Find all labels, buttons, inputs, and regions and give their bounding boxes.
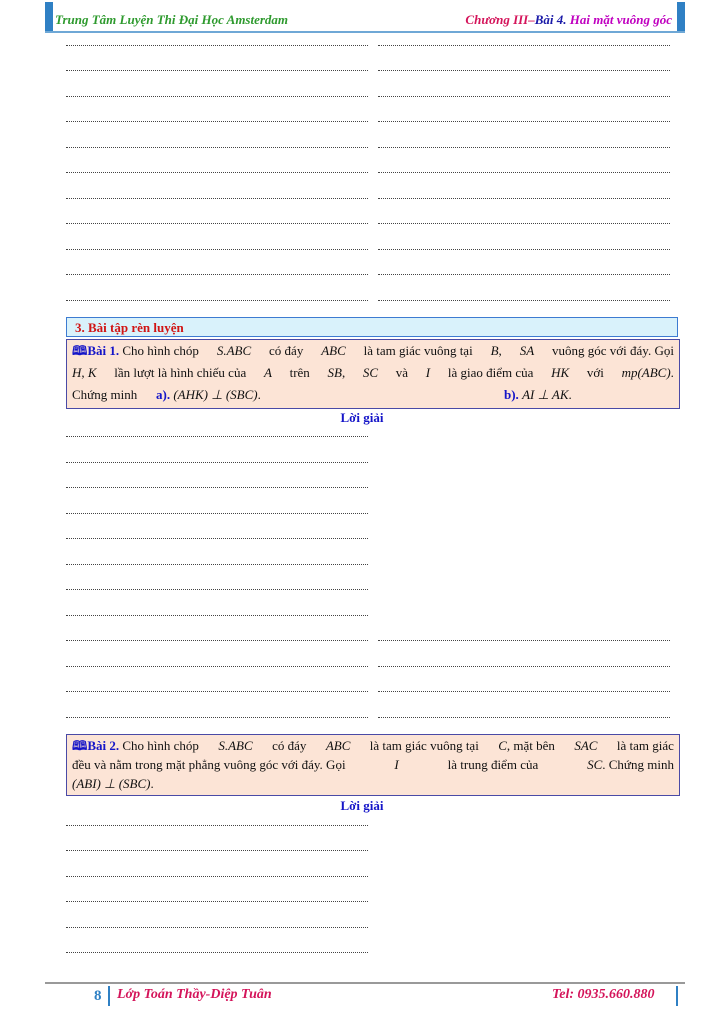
text: là tam giác vuông tại	[369, 738, 479, 753]
answer-line	[66, 96, 368, 97]
text: . Chứng minh	[602, 757, 674, 772]
answer-line	[66, 70, 368, 71]
ex2-line-1	[72, 736, 674, 755]
page-number: 8	[94, 988, 102, 1004]
answer-line	[66, 589, 368, 590]
answer-line	[66, 901, 368, 902]
part-b-label: b).	[504, 387, 519, 402]
text: Cho hình chóp	[122, 343, 199, 358]
answer-line	[66, 45, 368, 46]
math: HK	[551, 365, 570, 380]
answer-line	[66, 615, 368, 616]
answer-line	[378, 691, 670, 692]
text: là trung điểm của	[447, 757, 539, 772]
answer-line	[378, 96, 670, 97]
ex2-expr: (ABI) ⊥ (SBC)	[72, 776, 151, 791]
ex1-label: Bài 1.	[87, 343, 120, 358]
answer-line	[66, 172, 368, 173]
header-bar-right	[677, 2, 685, 32]
text: .	[257, 387, 261, 402]
footer-separator	[676, 986, 678, 1006]
header-school: Trung Tâm Luyện Thi Đại Học Amsterdam	[55, 12, 289, 27]
footer-phone: Tel: 0935.660.880	[552, 987, 655, 1002]
ex1-line-2	[72, 362, 674, 384]
text: Cho hình chóp	[122, 738, 199, 753]
answer-line	[378, 640, 670, 641]
answer-line	[66, 249, 368, 250]
exercise-1-box	[66, 339, 680, 409]
answer-line	[378, 45, 670, 46]
ex1-line-1	[72, 340, 674, 362]
math: ABC	[321, 343, 346, 358]
footer-separator	[108, 986, 110, 1006]
math: SC	[587, 757, 603, 772]
part-b-expr: AI ⊥ AK	[522, 387, 569, 402]
math: I	[425, 365, 431, 380]
answer-line	[66, 952, 368, 953]
solution-label-1: Lời giải	[340, 410, 384, 425]
answer-line	[66, 487, 368, 488]
answer-line	[66, 825, 368, 826]
text: ,	[81, 365, 85, 380]
answer-line	[378, 172, 670, 173]
answer-line	[66, 223, 368, 224]
answer-line	[66, 436, 368, 437]
header-rule	[45, 31, 685, 33]
answer-line	[66, 147, 368, 148]
math: mp(ABC)	[621, 365, 671, 380]
header-dash: –	[528, 12, 535, 27]
section-title: 3. Bài tập rèn luyện	[66, 317, 678, 337]
answer-line	[66, 198, 368, 199]
text: , mặt bên	[506, 738, 555, 753]
header-chapter: Chương III	[465, 12, 529, 27]
math: S.ABC	[218, 738, 253, 753]
answer-line	[66, 717, 368, 718]
text: ,	[341, 365, 346, 380]
text: vuông góc với đáy. Gọi	[552, 343, 674, 358]
answer-line	[66, 538, 368, 539]
text: Chứng minh	[72, 387, 138, 402]
answer-line	[378, 223, 670, 224]
text: có đáy	[269, 343, 304, 358]
math: B	[490, 343, 499, 358]
answer-line	[66, 927, 368, 928]
answer-line	[66, 850, 368, 851]
header-lesson: Bài 4.	[534, 12, 567, 27]
ex2-line-2	[72, 755, 674, 774]
math: S.ABC	[216, 343, 252, 358]
exercise-2-box	[66, 734, 680, 796]
answer-line	[378, 147, 670, 148]
math: SAC	[574, 738, 598, 753]
solution-label-2: Lời giải	[340, 798, 384, 813]
ex2-line-3	[72, 774, 674, 793]
math: SA	[519, 343, 535, 358]
open-book-icon: 🕮	[72, 343, 88, 358]
text: là giao điểm của	[447, 365, 534, 380]
answer-line	[378, 198, 670, 199]
text: đều và nằm trong mặt phẳng vuông góc với đáy. Gọi	[72, 757, 346, 772]
answer-line	[66, 876, 368, 877]
math: ABC	[325, 738, 351, 753]
text: ,	[498, 343, 502, 358]
open-book-icon: 🕮	[72, 738, 88, 753]
answer-line	[378, 717, 670, 718]
answer-line	[66, 513, 368, 514]
text: .	[670, 365, 674, 380]
math: H	[72, 365, 82, 380]
math: SC	[362, 365, 379, 380]
answer-line	[378, 249, 670, 250]
answer-line	[378, 274, 670, 275]
footer-class-name: Lớp Toán Thầy-Diệp Tuân	[117, 987, 272, 1002]
math: A	[263, 365, 272, 380]
answer-line	[378, 70, 670, 71]
answer-line	[378, 121, 670, 122]
answer-line	[66, 640, 368, 641]
answer-line	[66, 691, 368, 692]
ex2-label: Bài 2.	[87, 738, 120, 753]
part-a-label: a).	[156, 387, 171, 402]
answer-line	[66, 300, 368, 301]
header-topic: Hai mặt vuông góc	[569, 12, 672, 27]
answer-line	[66, 121, 368, 122]
text: .	[568, 387, 572, 402]
answer-line	[66, 666, 368, 667]
text: là tam giác vuông tại	[363, 343, 473, 358]
math: K	[87, 365, 97, 380]
text: và	[395, 365, 409, 380]
text: là tam giác	[616, 738, 674, 753]
math: I	[394, 757, 399, 772]
header-chapter-title	[465, 12, 672, 28]
text: có đáy	[272, 738, 307, 753]
part-a-expr: (AHK) ⊥ (SBC)	[173, 387, 258, 402]
math: C	[498, 738, 507, 753]
text: lần lượt là hình chiếu của	[114, 365, 247, 380]
text: .	[150, 776, 154, 791]
footer-rule	[45, 982, 685, 984]
text: trên	[289, 365, 310, 380]
header-bar-left	[45, 2, 53, 32]
answer-line	[66, 564, 368, 565]
ex1-line-3	[72, 384, 674, 406]
math: SB	[327, 365, 342, 380]
answer-line	[66, 274, 368, 275]
answer-line	[66, 462, 368, 463]
text: với	[586, 365, 604, 380]
answer-line	[378, 666, 670, 667]
answer-line	[378, 300, 670, 301]
